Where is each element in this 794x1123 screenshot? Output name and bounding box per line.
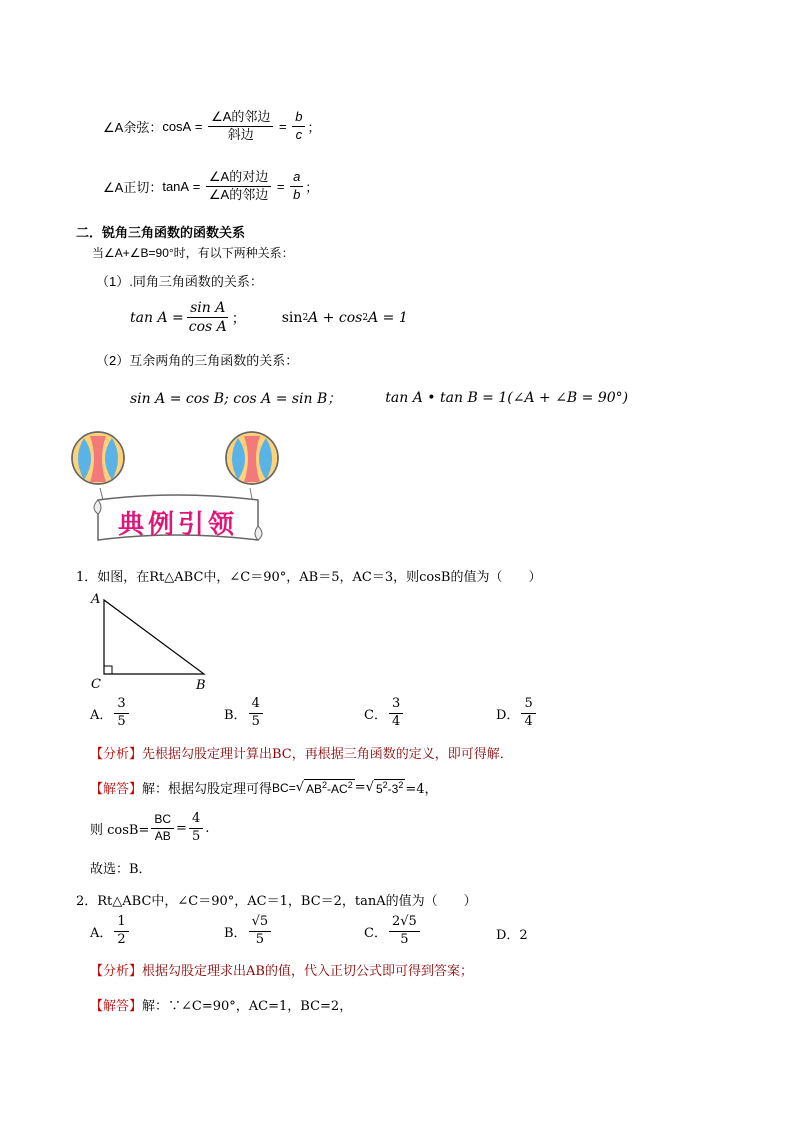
q2-option-a: A． $\frac{1}{2}$ [90,915,131,948]
q2-stem: 2．Rt△ABC中，∠C＝90°，AC＝1，BC＝2，tanA的值为（ ） [76,894,477,909]
analysis-tag: 【分析】 [90,964,143,979]
q1-option-b: B． $\frac{4}{5}$ [224,697,265,730]
q1-solution: 【解答】 解：根据勾股定理可得 BC= √ $AB^2-AC^2$ = √ $5^2-3^2$ =4， [90,780,438,797]
vertex-c-label: C [91,677,101,692]
section-heading: 二．锐角三角函数的函数关系 [76,225,246,240]
cos-lhs: cosA [162,118,192,134]
q1-triangle [88,590,218,695]
q1-option-d: D． $\frac{5}{4}$ [496,697,538,730]
cos-fraction: $\frac{\text{∠A的邻边}}{\text{斜边}}$ [208,110,273,143]
tan-ratio: $\frac{a}{b}$ [290,170,303,203]
solution-tag: 【解答】 [90,782,143,797]
tan-lhs: tanA [162,178,190,194]
q1-option-c: C． $\frac{3}{4}$ [364,697,405,730]
vertex-b-label: B [196,678,206,693]
tan-definition: ∠A正切： tanA = $\frac{\text{∠A的对边}}{\text{∠A的邻边}}$ = $\frac{a}{b}$ ； [103,169,319,202]
tan-label: ∠A正切： [103,179,163,195]
q1-choose: 故选：B． [90,862,152,877]
banner [70,428,280,548]
banner-title: 典例引领 [118,510,239,540]
section-intro: 当∠A+∠B=90°时，有以下两种关系： [92,246,294,260]
vertex-a-label: A [91,592,101,607]
q1-stem: 1．如图，在Rt△ABC中，∠C＝90°，AB＝5，AC＝3，则cosB的值为（ ） [76,570,542,585]
formula-1: tan A = $\frac{\text{sin A}}{\text{cos A}}$ ； sin 2 A + cos 2 A = 1 [130,300,408,336]
q2-option-c: C． $\frac{2√5}{5}$ [364,915,422,948]
formula-2: sin A = cos B; cos A = sin B； tan A • tan B = 1(∠A + ∠B = 90°) [130,390,629,407]
cos-ratio: $\frac{b}{c}$ [292,110,305,143]
q2-option-b: B． $\frac{√5}{5}$ [224,915,273,948]
q2-analysis: 【分析】 根据勾股定理求出AB的值，代入正切公式即可得到答案； [90,960,473,979]
analysis-tag: 【分析】 [90,747,143,762]
formula-1-fraction: $\frac{\text{sin A}}{\text{cos A}}$ [188,300,227,336]
q2-solution: 【解答】 解：∵∠C=90°，AC=1，BC=2， [90,995,352,1014]
q1-analysis: 【分析】 先根据勾股定理计算出BC，再根据三角函数的定义，即可得解． [90,743,513,762]
solution-tag: 【解答】 [90,999,143,1014]
cos-definition: ∠A余弦： cosA = $\frac{\text{∠A的邻边}}{\text{斜边}}$ = $\frac{b}{c}$ ； [103,109,321,142]
cos-label: ∠A余弦： [103,119,163,135]
tan-fraction: $\frac{\text{∠A的对边}}{\text{∠A的邻边}}$ [206,170,271,203]
q1-then: 则 cosB= $\frac{BC}{AB}$ = $\frac{4}{5}$ . [90,811,210,844]
subheading-1: （1）.同角三角函数的关系： [96,274,263,289]
subheading-2: （2）互余两角的三角函数的关系： [96,353,299,368]
q2-option-d: D．2 [496,928,528,943]
q1-option-a: A． $\frac{3}{5}$ [90,697,131,730]
